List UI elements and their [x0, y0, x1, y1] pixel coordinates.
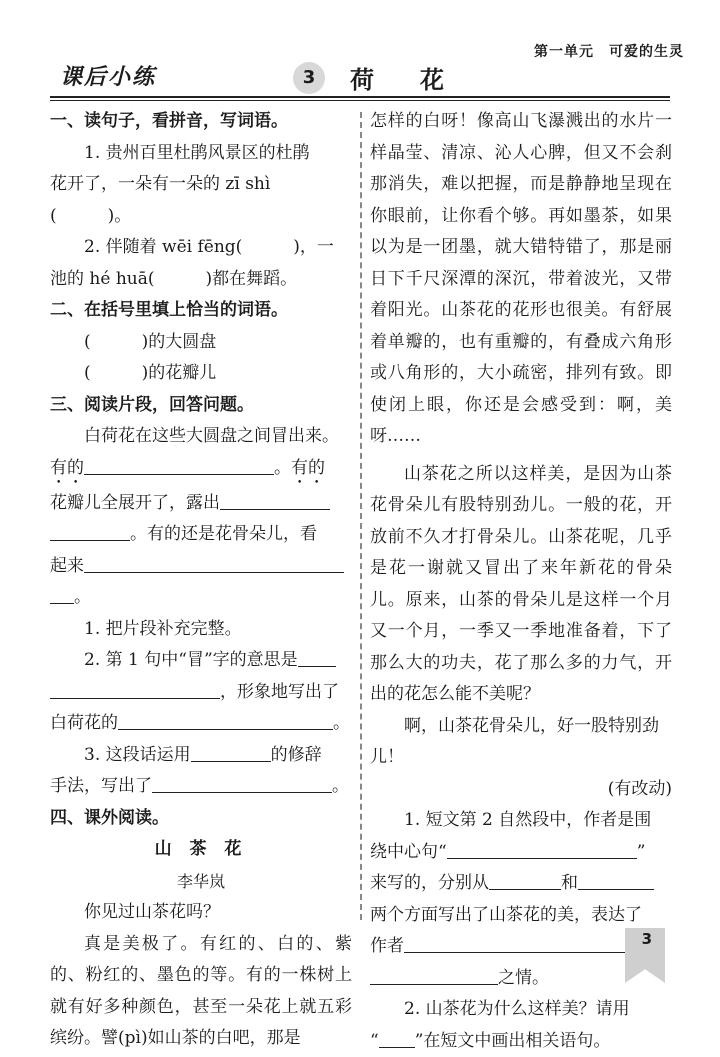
question-text: 。 — [332, 776, 349, 796]
story-paragraph: 你见过山茶花吗？ — [50, 897, 352, 929]
q1-line: 花开了，一朵有一朵的 zī shì — [50, 169, 352, 201]
passage-line — [50, 488, 352, 520]
passage-text: 花瓣儿全展开了，露出 — [50, 493, 220, 513]
passage-line — [50, 582, 352, 614]
answer-blank[interactable] — [298, 646, 336, 667]
column-divider — [360, 112, 362, 920]
lesson-title: 荷花 — [350, 60, 490, 95]
fill-item-1: ( )的大圆盘 — [50, 327, 352, 359]
story-paragraph: 啊，山茶花骨朵儿，好一股特别劲儿！ — [370, 711, 672, 774]
header-rule — [50, 96, 670, 98]
page-number: 3 — [642, 930, 652, 948]
section-1-heading: 一、读句子，看拼音，写词语。 — [50, 106, 352, 138]
section-4-heading: 四、课外阅读。 — [50, 803, 352, 835]
question-text: 来写的，分别从 — [370, 873, 489, 893]
question-text: 手法，写出了 — [50, 776, 152, 796]
reading-q3 — [50, 771, 352, 803]
reading-q1: 1. 把片段补充完整。 — [50, 614, 352, 646]
underline-mark-blank[interactable] — [379, 1027, 415, 1048]
outside-q2: 2. 山茶花为什么这样美？请用 — [370, 994, 672, 1026]
passage-line — [50, 453, 352, 488]
outside-q1: 两个方面写出了山茶花的美，表达了 — [370, 900, 672, 932]
edit-note: (有改动) — [370, 774, 672, 806]
outside-q2 — [370, 1026, 672, 1057]
answer-blank[interactable] — [489, 869, 561, 890]
fill-item-2: ( )的花瓣儿 — [50, 358, 352, 390]
question-text: 3. 这段话运用 — [84, 745, 191, 765]
question-text: 之情。 — [498, 968, 549, 988]
answer-blank[interactable] — [118, 709, 333, 730]
q1-answer-paren: ( )。 — [50, 201, 352, 233]
question-text: 作者 — [370, 936, 404, 956]
q2-line: 2. 伴随着 wēi fēng( )，一 — [50, 232, 352, 264]
section-3-heading: 三、阅读片段，回答问题。 — [50, 390, 352, 422]
section-2-heading: 二、在括号里填上恰当的词语。 — [50, 295, 352, 327]
q1-line: 1. 贵州百里杜鹃风景区的杜鹃 — [50, 138, 352, 170]
section-title: 课后小练 — [60, 60, 156, 91]
story-author: 李华岚 — [50, 866, 352, 898]
passage-line: 白荷花在这些大圆盘之间冒出来。 — [50, 421, 352, 453]
outside-q1: 1. 短文第 2 自然段中，作者是围 — [370, 805, 672, 837]
answer-blank[interactable] — [220, 489, 330, 510]
passage-line — [50, 551, 352, 583]
passage-text: 起来 — [50, 556, 84, 576]
answer-blank[interactable] — [50, 520, 130, 541]
passage-text: 。 — [74, 587, 91, 607]
question-text: 和 — [561, 873, 578, 893]
story-paragraph: 怎样的白呀！像高山飞瀑溅出的水片一样晶莹、清凉、沁人心脾，但又不会刹那消失，难以把握，而是静静地呈现在你眼前，让你看个够。再如墨茶，如果以为是一团墨，就大错特错了，那是丽日下千尺深潭的深沉，带着波光，又带着阳光。山茶花的花形也很美。有舒展着单瓣的，也有重瓣的，有叠成六角形或八角形的，大小疏密，排列有致。即使闭上眼，你还是会感受到：啊，美呀…… — [370, 106, 672, 453]
story-paragraph: 山茶花之所以这样美，是因为山茶花骨朵儿有股特别劲儿。一般的花，开放前不久才打骨朵儿。山茶花呢，几乎是花一谢就又冒出了来年新花的骨朵儿。原来，山茶的骨朵儿是这样一个月又一个月，一季又一季地准备着，下了那么大的功夫，花了那么多的力气，开出的花怎么能不美呢？ — [370, 459, 672, 711]
q2-line: 池的 hé huā( )都在舞蹈。 — [50, 264, 352, 296]
reading-q2 — [50, 645, 352, 677]
unit-label: 第一单元 可爱的生灵 — [534, 41, 684, 61]
passage-line — [50, 519, 352, 551]
answer-blank[interactable] — [50, 678, 220, 699]
answer-blank[interactable] — [578, 869, 654, 890]
reading-q2 — [50, 708, 352, 740]
reading-q3 — [50, 740, 352, 772]
outside-q1 — [370, 868, 672, 900]
question-text: ”在短文中画出相关语句。 — [415, 1031, 611, 1051]
answer-blank[interactable] — [84, 454, 274, 475]
answer-blank[interactable] — [152, 772, 332, 793]
lesson-number-badge: 3 — [293, 62, 325, 94]
question-text: 2. 第 1 句中“冒”字的意思是 — [84, 650, 298, 670]
header-rule-thin — [50, 100, 670, 101]
question-text: 的修辞 — [271, 745, 322, 765]
question-text: ，形象地写出了 — [220, 682, 339, 702]
outside-q1 — [370, 837, 672, 869]
question-text: 绕中心句“ — [370, 842, 447, 862]
question-text: 白荷花的 — [50, 713, 118, 733]
passage-text: 。有的 — [274, 458, 325, 478]
story-title: 山 茶 花 — [50, 834, 352, 866]
answer-blank[interactable] — [447, 838, 637, 859]
answer-blank[interactable] — [191, 741, 271, 762]
question-text: ” — [637, 842, 646, 862]
question-text: 。 — [333, 713, 350, 733]
passage-text: 。有的还是花骨朵儿，看 — [130, 524, 317, 544]
right-column — [370, 106, 672, 1057]
reading-q2 — [50, 677, 352, 709]
passage-text: 有的 — [50, 458, 84, 478]
story-paragraph: 真是美极了。有红的、白的、紫的、粉红的、墨色的等。有的一株树上就有好多种颜色，甚至一朵花上就五彩缤纷。譬(pì)如山茶的白吧，那是 — [50, 929, 352, 1055]
answer-blank[interactable] — [370, 964, 498, 985]
answer-blank[interactable] — [84, 552, 344, 573]
answer-blank[interactable] — [50, 583, 74, 604]
question-text: “ — [370, 1031, 379, 1051]
left-column — [50, 106, 352, 1055]
